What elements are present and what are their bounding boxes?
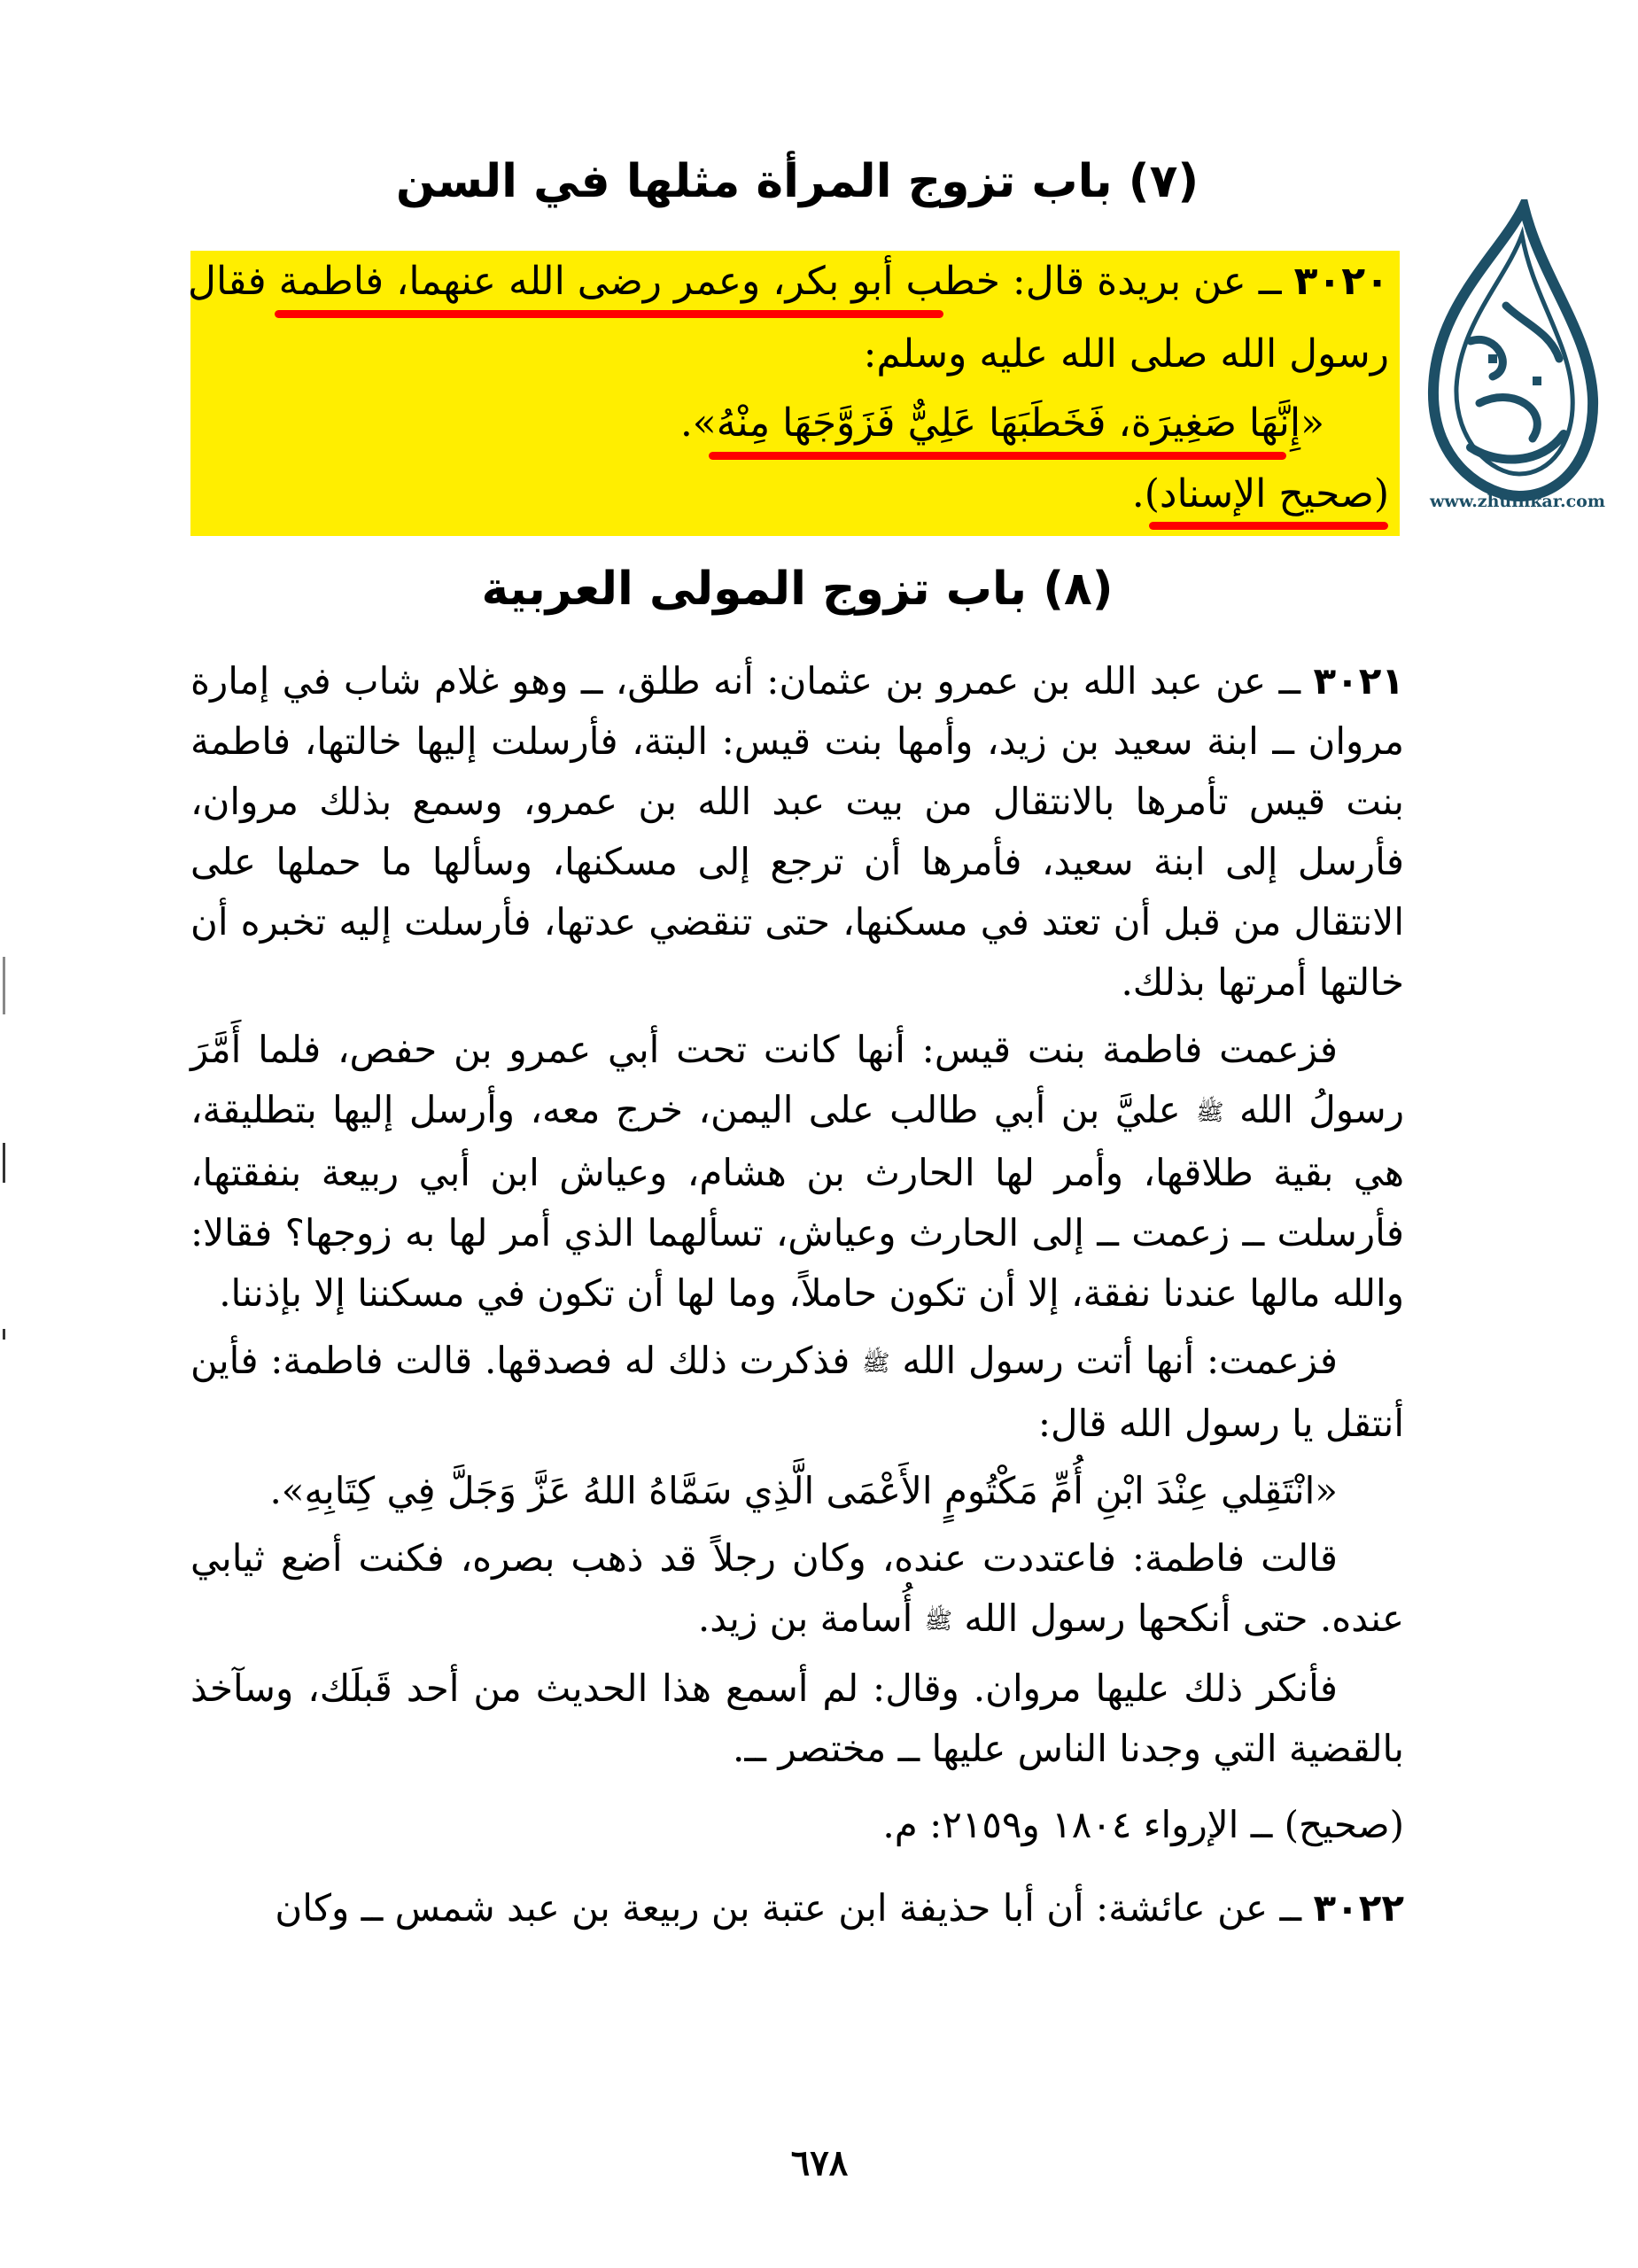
calligraphy-drop-logo-icon [1417,199,1603,518]
hadith-3020-quote: «إِنَّهَا صَغِيرَة، فَخَطَبَهَا عَلِيٌّ فَزَوَّجَهَا مِنْهُ». [679,400,1324,446]
hadith-3021-text-3a: فزعمت: أنها أتت رسول الله [902,1339,1339,1382]
hadith-3020-text-1: ــ عن بريدة قال: خطب أبو بكر، وعمر رضى الله عنهما، فاطمة فقال [188,259,1282,304]
hadith-3020-line-2: رسول الله صلى الله عليه وسلم: [863,331,1389,377]
scan-margin-mark [3,957,5,1014]
hadith-3021-prophet-quote: «انْتَقِلي عِنْدَ ابْنِ أُمِّ مَكْتُومٍ الأَعْمَى الَّذِي سَمَّاهُ اللهُ عَزَّ وَجَلَّ فِي كِتَابِهِ». [269,1469,1338,1512]
hadith-3021-grading: (صحيح) ــ الإرواء ١٨٠٤ و٢١٥٩: م. [882,1803,1404,1846]
hadith-3022-text: ــ عن عائشة: أن أبا حذيفة ابن عتبة بن ربيعة بن عبد شمس ــ وكان [275,1886,1302,1930]
hadith-3021-text-3b: فذكرت ذلك له فصدقها. قالت فاطمة: فأين أنتقل يا رسول الله قال: [190,1339,1404,1445]
hadith-3021-paragraph-1 [190,651,1404,1013]
hadith-3021-paragraph-2 [190,1020,1404,1324]
hadith-3021-paragraph-5 [190,1528,1404,1651]
chapter-title-7: (٧) باب تزوج المرأة مثلها في السن [395,155,1199,208]
hadith-number: ٣٠٢١ [1313,659,1404,703]
scan-margin-mark [3,1143,5,1183]
red-underline-3 [1149,522,1388,530]
honorific-symbol: ﷺ [924,1608,953,1635]
chapter-title-8: (٨) باب تزوج المولى العربية [481,563,1114,616]
red-underline-2 [709,452,1286,460]
hadith-number: ٣٠٢٢ [1313,1886,1404,1930]
page-number: ٦٧٨ [790,2142,849,2184]
hadith-number: ٣٠٢٠ [1293,259,1389,304]
hadith-3021-paragraph-6: فأنكر ذلك عليها مروان. وقال: لم أسمع هذا الحديث من أحد قَبلَك، وسآخذ بالقضية التي وجدنا الناس عليها ــ مختصر ــ. [190,1666,1404,1770]
hadith-3021-text-5a: قالت فاطمة: فاعتددت عنده، وكان رجلاً قد ذهب بصره، فكنت أضع ثيابي عنده. حتى أنكحها رسول الله [190,1536,1404,1640]
hadith-3022-start [190,1878,1404,1938]
honorific-symbol: ﷺ [862,1350,890,1377]
chapter-8-body [190,651,1404,1938]
hadith-3020-grading: (صحيح الإسناد). [1131,471,1389,517]
hadith-3021-paragraph-3 [190,1331,1404,1454]
hadith-3021-text-5b: أُسامة بن زيد. [697,1596,913,1640]
honorific-symbol: ﷺ [1196,1099,1224,1126]
highlighted-hadith-3020 [190,251,1400,536]
hadith-3021-text-1: ــ عن عبد الله بن عمرو بن عثمان: أنه طلق، ــ وهو غلام شاب في إمارة مروان ــ ابنة سعيد بن زيد، وأمها بنت قيس: البتة، فأرسلت إليها خالتها، فاطمة بنت قيس تأمرها بالانتقال من بيت عبد الله بن عمرو، وسمع بذلك مروان، فأرسل إلى ابنة سعيد، فأمرها أن ترجع إلى مسكنها، وسألها ما حملها على الانتقال من قبل أن تعتد في مسكنها، حتى تنقضي عدتها، فأرسلت إليه تخبره أن خالتها أمرتها بذلك. [190,659,1404,1004]
hadith-3021-text-2a: فزعمت فاطمة بنت قيس: أنها كانت تحت أبي عمرو بن حفص، فلما أَمَّرَ رسولُ الله [190,1028,1404,1131]
logo-url: www.zhulfikar.com [1430,492,1605,511]
scan-margin-mark [3,1329,5,1340]
hadith-3021-text-2b: عليَّ بن أبي طالب على اليمن، خرج معه، وأرسل إليها بتطليقة، هي بقية طلاقها، وأمر لها الحارث بن هشام، وعياش ابن أبي ربيعة بنفقتها، فأرسلت ــ زعمت ــ إلى الحارث وعياش، تسألهما الذي أمر لها به زوجها؟ فقالا: والله مالها عندنا نفقة، إلا أن تكون حاملاً، وما لها أن تكون في مسكننا إلا بإذننا. [190,1088,1404,1315]
hadith-3020-line-1 [190,251,1400,313]
red-underline-1 [275,310,943,318]
